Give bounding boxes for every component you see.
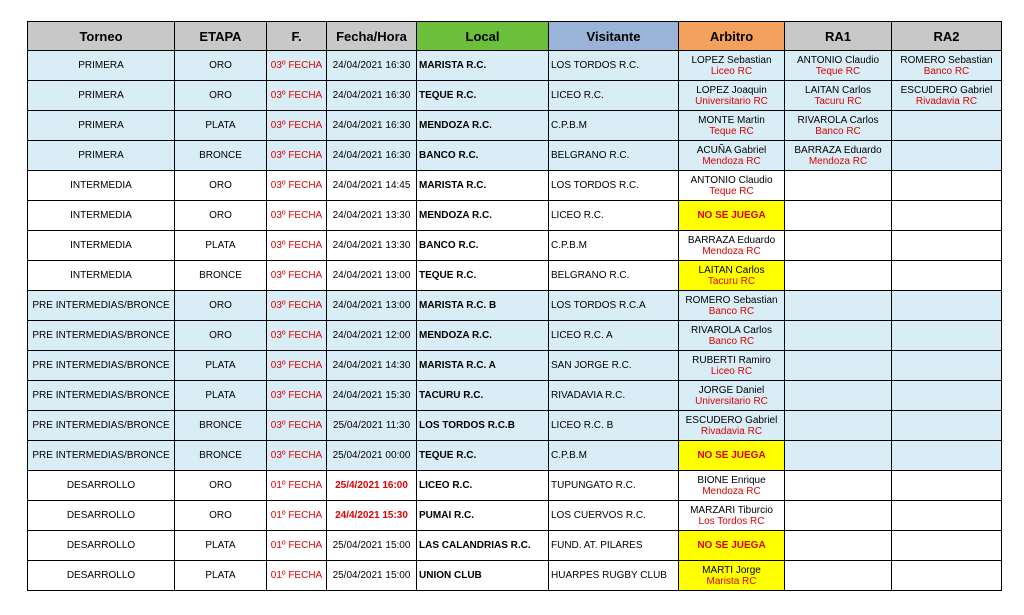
arbitro-club: Universitario RC	[695, 395, 768, 407]
cell-visitante: C.P.B.M	[549, 231, 679, 261]
cell-etapa: PLATA	[175, 561, 267, 591]
cell-local: TACURU R.C.	[417, 381, 549, 411]
cell-ra2	[892, 231, 1002, 261]
arbitro-club: Liceo RC	[710, 365, 753, 377]
cell-torneo: PRE INTERMEDIAS/BRONCE	[28, 411, 175, 441]
arbitro-club: Marista RC	[706, 575, 757, 587]
cell-ra2	[892, 291, 1002, 321]
cell-fecha-hora: 24/04/2021 14:45	[327, 171, 417, 201]
cell-fecha-num: 03º FECHA	[267, 261, 327, 291]
cell-local: BANCO R.C.	[417, 231, 549, 261]
table-row	[28, 171, 1002, 201]
cell-fecha-num: 03º FECHA	[267, 381, 327, 411]
cell-etapa: PLATA	[175, 111, 267, 141]
cell-local: LICEO R.C.	[417, 471, 549, 501]
cell-fecha-num: 03º FECHA	[267, 231, 327, 261]
cell-etapa: ORO	[175, 291, 267, 321]
header-etapa: ETAPA	[175, 22, 267, 51]
cell-etapa: ORO	[175, 501, 267, 531]
cell-ra1	[785, 411, 892, 441]
cell-fecha-num: 03º FECHA	[267, 321, 327, 351]
cell-arbitro: NO SE JUEGA	[679, 201, 785, 231]
cell-visitante: HUARPES RUGBY CLUB	[549, 561, 679, 591]
cell-local: MARISTA R.C. A	[417, 351, 549, 381]
cell-torneo: PRE INTERMEDIAS/BRONCE	[28, 291, 175, 321]
cell-fecha-num: 03º FECHA	[267, 441, 327, 471]
cell-fecha-num: 03º FECHA	[267, 351, 327, 381]
cell-local: LAS CALANDRIAS R.C.	[417, 531, 549, 561]
arbitro-club: Teque RC	[709, 125, 754, 137]
ra1-name: ANTONIO Claudio	[796, 54, 880, 66]
cell-visitante: LICEO R.C.	[549, 81, 679, 111]
table-row	[28, 321, 1002, 351]
arbitro-name: LOPEZ Sebastian	[691, 54, 772, 66]
table-row	[28, 471, 1002, 501]
arbitro-club: Banco RC	[708, 305, 755, 317]
cell-torneo: PRIMERA	[28, 111, 175, 141]
ra1-name: LAITAN Carlos	[805, 84, 871, 96]
cell-arbitro	[679, 291, 785, 321]
cell-ra2	[892, 171, 1002, 201]
cell-ra2	[892, 111, 1002, 141]
schedule-table-wrapper	[27, 21, 1002, 591]
cell-arbitro	[679, 561, 785, 591]
cell-arbitro	[679, 321, 785, 351]
cell-ra2	[892, 321, 1002, 351]
cell-ra1	[785, 201, 892, 231]
arbitro-name: BARRAZA Eduardo	[687, 234, 776, 246]
cell-ra1	[785, 501, 892, 531]
cell-ra1	[785, 441, 892, 471]
arbitro-club: Tacuru RC	[707, 275, 756, 287]
cell-fecha-hora: 24/04/2021 14:30	[327, 351, 417, 381]
cell-fecha-hora: 24/04/2021 13:30	[327, 231, 417, 261]
cell-etapa: PLATA	[175, 531, 267, 561]
cell-fecha-num: 01º FECHA	[267, 501, 327, 531]
cell-visitante: C.P.B.M	[549, 111, 679, 141]
ra2-name: ESCUDERO Gabriel	[900, 84, 993, 96]
cell-ra2	[892, 501, 1002, 531]
header-f: F.	[267, 22, 327, 51]
header-row	[28, 22, 1002, 51]
schedule-table	[27, 21, 1002, 591]
ra2-club: Rivadavia RC	[915, 95, 978, 107]
cell-torneo: PRE INTERMEDIAS/BRONCE	[28, 441, 175, 471]
cell-ra2	[892, 261, 1002, 291]
cell-torneo: PRIMERA	[28, 51, 175, 81]
cell-ra2	[892, 441, 1002, 471]
cell-local: MENDOZA R.C.	[417, 111, 549, 141]
header-torneo: Torneo	[28, 22, 175, 51]
cell-ra1	[785, 321, 892, 351]
cell-arbitro	[679, 81, 785, 111]
cell-ra1	[785, 171, 892, 201]
cell-visitante: BELGRANO R.C.	[549, 141, 679, 171]
cell-fecha-hora: 24/04/2021 15:30	[327, 381, 417, 411]
cell-ra1	[785, 231, 892, 261]
table-row	[28, 501, 1002, 531]
ra1-club: Mendoza RC	[808, 155, 868, 167]
cell-fecha-hora: 25/4/2021 16:00	[327, 471, 417, 501]
cell-ra1	[785, 531, 892, 561]
cell-fecha-hora: 24/04/2021 12:00	[327, 321, 417, 351]
cell-fecha-num: 03º FECHA	[267, 111, 327, 141]
table-row	[28, 141, 1002, 171]
cell-visitante: LOS CUERVOS R.C.	[549, 501, 679, 531]
cell-fecha-num: 03º FECHA	[267, 411, 327, 441]
table-row	[28, 81, 1002, 111]
cell-ra1	[785, 51, 892, 81]
cell-etapa: ORO	[175, 51, 267, 81]
cell-ra1	[785, 561, 892, 591]
cell-etapa: BRONCE	[175, 441, 267, 471]
table-row	[28, 291, 1002, 321]
header-ra1: RA1	[785, 22, 892, 51]
cell-local: LOS TORDOS R.C.B	[417, 411, 549, 441]
cell-ra2	[892, 471, 1002, 501]
arbitro-name: JORGE Daniel	[698, 384, 765, 396]
cell-fecha-hora: 25/04/2021 11:30	[327, 411, 417, 441]
cell-etapa: ORO	[175, 171, 267, 201]
cell-torneo: PRE INTERMEDIAS/BRONCE	[28, 381, 175, 411]
cell-fecha-hora: 25/04/2021 15:00	[327, 561, 417, 591]
table-row	[28, 261, 1002, 291]
cell-etapa: PLATA	[175, 381, 267, 411]
cell-torneo: INTERMEDIA	[28, 201, 175, 231]
cell-visitante: TUPUNGATO R.C.	[549, 471, 679, 501]
cell-visitante: LOS TORDOS R.C.	[549, 171, 679, 201]
cell-etapa: PLATA	[175, 351, 267, 381]
header-arbitro: Arbitro	[679, 22, 785, 51]
cell-fecha-hora: 24/04/2021 13:30	[327, 201, 417, 231]
cell-ra2	[892, 351, 1002, 381]
arbitro-club: Universitario RC	[695, 95, 768, 107]
arbitro-club: Mendoza RC	[702, 155, 761, 167]
arbitro-club: Rivadavia RC	[700, 425, 763, 437]
cell-local: PUMAI R.C.	[417, 501, 549, 531]
arbitro-name: RIVAROLA Carlos	[691, 324, 772, 336]
cell-fecha-hora: 24/04/2021 16:30	[327, 141, 417, 171]
cell-visitante: LOS TORDOS R.C.A	[549, 291, 679, 321]
cell-fecha-hora: 25/04/2021 15:00	[327, 531, 417, 561]
table-row	[28, 531, 1002, 561]
cell-fecha-hora: 24/04/2021 16:30	[327, 81, 417, 111]
ra1-club: Teque RC	[815, 65, 861, 77]
ra1-club: Tacuru RC	[814, 95, 862, 107]
cell-local: MARISTA R.C.	[417, 51, 549, 81]
cell-fecha-num: 03º FECHA	[267, 291, 327, 321]
cell-visitante: SAN JORGE R.C.	[549, 351, 679, 381]
cell-ra2	[892, 411, 1002, 441]
cell-arbitro	[679, 501, 785, 531]
cell-ra1	[785, 381, 892, 411]
arbitro-name: LOPEZ Joaquin	[696, 84, 767, 96]
cell-fecha-hora: 25/04/2021 00:00	[327, 441, 417, 471]
cell-torneo: INTERMEDIA	[28, 261, 175, 291]
header-local: Local	[417, 22, 549, 51]
cell-ra2	[892, 561, 1002, 591]
cell-local: TEQUE R.C.	[417, 81, 549, 111]
table-row	[28, 381, 1002, 411]
cell-visitante: LICEO R.C. A	[549, 321, 679, 351]
schedule-body	[28, 51, 1002, 591]
cell-fecha-hora: 24/4/2021 15:30	[327, 501, 417, 531]
ra1-name: BARRAZA Eduardo	[794, 144, 882, 156]
arbitro-club: Mendoza RC	[702, 485, 761, 497]
cell-visitante: RIVADAVIA R.C.	[549, 381, 679, 411]
arbitro-club: Teque RC	[709, 185, 754, 197]
table-row	[28, 411, 1002, 441]
cell-fecha-num: 03º FECHA	[267, 51, 327, 81]
cell-fecha-hora: 24/04/2021 16:30	[327, 51, 417, 81]
cell-visitante: BELGRANO R.C.	[549, 261, 679, 291]
cell-torneo: PRE INTERMEDIAS/BRONCE	[28, 351, 175, 381]
cell-torneo: DESARROLLO	[28, 501, 175, 531]
header-ra2: RA2	[892, 22, 1002, 51]
cell-ra1	[785, 351, 892, 381]
cell-torneo: DESARROLLO	[28, 471, 175, 501]
cell-visitante: C.P.B.M	[549, 441, 679, 471]
header-fecha: Fecha/Hora	[327, 22, 417, 51]
cell-local: UNION CLUB	[417, 561, 549, 591]
arbitro-name: ANTONIO Claudio	[690, 174, 773, 186]
cell-torneo: DESARROLLO	[28, 561, 175, 591]
cell-ra2	[892, 531, 1002, 561]
arbitro-name: MARTI Jorge	[702, 564, 761, 576]
cell-visitante: FUND. AT. PILARES	[549, 531, 679, 561]
arbitro-club: Los Tordos RC	[698, 515, 765, 527]
cell-local: MENDOZA R.C.	[417, 201, 549, 231]
cell-arbitro	[679, 351, 785, 381]
cell-etapa: ORO	[175, 321, 267, 351]
table-row	[28, 231, 1002, 261]
cell-fecha-num: 03º FECHA	[267, 81, 327, 111]
arbitro-name: ROMERO Sebastian	[685, 294, 778, 306]
cell-visitante: LOS TORDOS R.C.	[549, 51, 679, 81]
ra1-name: RIVAROLA Carlos	[797, 114, 879, 126]
cell-arbitro	[679, 141, 785, 171]
cell-etapa: ORO	[175, 81, 267, 111]
cell-etapa: BRONCE	[175, 411, 267, 441]
cell-ra1	[785, 261, 892, 291]
cell-local: MARISTA R.C.	[417, 171, 549, 201]
cell-arbitro	[679, 411, 785, 441]
cell-fecha-hora: 24/04/2021 16:30	[327, 111, 417, 141]
cell-arbitro	[679, 171, 785, 201]
cell-local: TEQUE R.C.	[417, 261, 549, 291]
cell-etapa: PLATA	[175, 231, 267, 261]
cell-arbitro: NO SE JUEGA	[679, 531, 785, 561]
cell-ra2	[892, 201, 1002, 231]
cell-visitante: LICEO R.C. B	[549, 411, 679, 441]
cell-torneo: INTERMEDIA	[28, 171, 175, 201]
cell-fecha-num: 01º FECHA	[267, 471, 327, 501]
ra2-name: ROMERO Sebastian	[900, 54, 993, 66]
cell-fecha-num: 03º FECHA	[267, 141, 327, 171]
ra1-club: Banco RC	[815, 125, 861, 137]
cell-fecha-num: 01º FECHA	[267, 561, 327, 591]
table-row	[28, 561, 1002, 591]
cell-visitante: LICEO R.C.	[549, 201, 679, 231]
cell-torneo: DESARROLLO	[28, 531, 175, 561]
arbitro-name: ESCUDERO Gabriel	[685, 414, 778, 426]
cell-arbitro	[679, 111, 785, 141]
cell-torneo: PRIMERA	[28, 81, 175, 111]
cell-ra2	[892, 81, 1002, 111]
cell-local: TEQUE R.C.	[417, 441, 549, 471]
cell-torneo: INTERMEDIA	[28, 231, 175, 261]
cell-local: MENDOZA R.C.	[417, 321, 549, 351]
table-row	[28, 51, 1002, 81]
cell-etapa: BRONCE	[175, 261, 267, 291]
cell-ra1	[785, 471, 892, 501]
cell-ra1	[785, 291, 892, 321]
arbitro-name: LAITAN Carlos	[698, 264, 765, 276]
ra2-club: Banco RC	[923, 65, 970, 77]
cell-ra1	[785, 111, 892, 141]
cell-arbitro	[679, 51, 785, 81]
arbitro-club: Mendoza RC	[702, 245, 761, 257]
cell-arbitro	[679, 231, 785, 261]
cell-fecha-hora: 24/04/2021 13:00	[327, 291, 417, 321]
arbitro-name: BIONE Enrique	[697, 474, 766, 486]
arbitro-club: Banco RC	[708, 335, 755, 347]
cell-ra2	[892, 381, 1002, 411]
arbitro-club: Liceo RC	[710, 65, 753, 77]
cell-ra1	[785, 141, 892, 171]
cell-fecha-num: 03º FECHA	[267, 201, 327, 231]
table-row	[28, 351, 1002, 381]
cell-arbitro: NO SE JUEGA	[679, 441, 785, 471]
arbitro-name: RUBERTI Ramiro	[692, 354, 771, 366]
cell-etapa: BRONCE	[175, 141, 267, 171]
arbitro-name: ACUÑA Gabriel	[696, 144, 767, 156]
cell-fecha-num: 03º FECHA	[267, 171, 327, 201]
table-row	[28, 111, 1002, 141]
cell-fecha-num: 01º FECHA	[267, 531, 327, 561]
cell-arbitro	[679, 471, 785, 501]
cell-etapa: ORO	[175, 471, 267, 501]
table-row	[28, 441, 1002, 471]
cell-local: MARISTA R.C. B	[417, 291, 549, 321]
table-row	[28, 201, 1002, 231]
header-visitante: Visitante	[549, 22, 679, 51]
cell-arbitro	[679, 261, 785, 291]
arbitro-name: MARZARI Tiburcio	[690, 504, 773, 516]
cell-fecha-hora: 24/04/2021 13:00	[327, 261, 417, 291]
cell-ra2	[892, 51, 1002, 81]
cell-ra2	[892, 141, 1002, 171]
cell-local: BANCO R.C.	[417, 141, 549, 171]
arbitro-name: MONTE Martin	[698, 114, 765, 126]
cell-torneo: PRE INTERMEDIAS/BRONCE	[28, 321, 175, 351]
cell-torneo: PRIMERA	[28, 141, 175, 171]
cell-ra1	[785, 81, 892, 111]
cell-arbitro	[679, 381, 785, 411]
cell-etapa: ORO	[175, 201, 267, 231]
